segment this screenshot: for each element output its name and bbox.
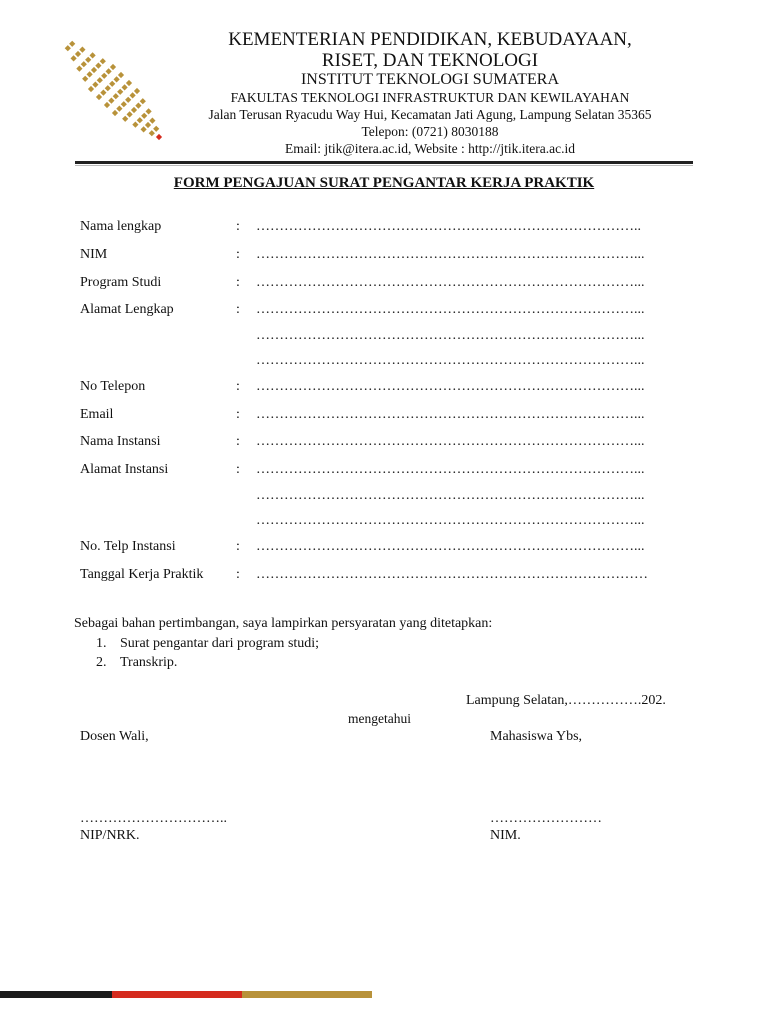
faculty-name: FAKULTAS TEKNOLOGI INFRASTRUKTUR DAN KEWILAYAHAN xyxy=(230,90,630,105)
institute-phone: Telepon: (0721) 8030188 xyxy=(361,124,499,139)
footer-bar-dark xyxy=(0,991,112,998)
field-colon: : xyxy=(236,275,240,290)
field-label: Nama lengkap xyxy=(80,219,162,234)
institute-name: INSTITUT TEKNOLOGI SUMATERA xyxy=(300,71,560,88)
field-colon: : xyxy=(236,302,240,317)
field-blank-line[interactable]: ……………………………………………………………………….. xyxy=(256,219,641,234)
field-colon: : xyxy=(236,247,240,262)
institute-contact: Email: jtik@itera.ac.id, Website : http://jtik.itera.ac.id xyxy=(284,141,576,156)
field-colon: : xyxy=(236,434,240,449)
institute-address: Jalan Terusan Ryacudu Way Hui, Kecamatan Jati Agung, Lampung Selatan 35365 xyxy=(208,107,652,122)
requirement-item: Transkrip. xyxy=(120,655,178,670)
field-label: Tanggal Kerja Praktik xyxy=(80,567,204,582)
requirement-number: 1. xyxy=(96,636,107,651)
field-label: Email xyxy=(80,407,114,422)
field-blank-line[interactable]: ………………………………………………………………………… xyxy=(256,567,648,582)
field-label: Alamat Instansi xyxy=(80,462,169,477)
form-title: FORM PENGAJUAN SURAT PENGANTAR KERJA PRAKTIK xyxy=(173,175,595,191)
footer-bar-gold xyxy=(242,991,372,998)
student-id-label: NIM. xyxy=(490,828,521,843)
field-blank-line[interactable]: ………………………………………………………………………... xyxy=(256,407,645,422)
requirements-intro: Sebagai bahan pertimbangan, saya lampirkan persyaratan yang ditetapkan: xyxy=(74,616,493,631)
footer-bar-red xyxy=(112,991,242,998)
ministry-name-line2: RISET, DAN TEKNOLOGI xyxy=(321,50,539,71)
header-divider-shadow xyxy=(75,165,693,166)
field-blank-line[interactable]: ………………………………………………………………………... xyxy=(256,462,645,477)
field-blank-line[interactable]: ………………………………………………………………………... xyxy=(256,275,645,290)
acknowledged-label: mengetahui xyxy=(348,711,411,726)
field-blank-line[interactable]: ………………………………………………………………………... xyxy=(256,247,645,262)
field-label: No. Telp Instansi xyxy=(80,539,176,554)
field-colon: : xyxy=(236,567,240,582)
advisor-signature-line[interactable]: ………………………….. xyxy=(80,811,227,826)
field-blank-line[interactable]: ………………………………………………………………………... xyxy=(256,379,645,394)
field-colon: : xyxy=(236,407,240,422)
ministry-name-line1: KEMENTERIAN PENDIDIKAN, KEBUDAYAAN, xyxy=(228,29,632,50)
field-blank-line[interactable]: ………………………………………………………………………... xyxy=(256,353,645,368)
student-title: Mahasiswa Ybs, xyxy=(490,729,583,744)
field-label: Program Studi xyxy=(80,275,162,290)
field-blank-line[interactable]: ………………………………………………………………………... xyxy=(256,539,645,554)
field-colon: : xyxy=(236,462,240,477)
field-label: Alamat Lengkap xyxy=(80,302,174,317)
field-label: NIM xyxy=(80,247,108,262)
field-colon: : xyxy=(236,219,240,234)
field-blank-line[interactable]: ………………………………………………………………………... xyxy=(256,513,645,528)
advisor-title: Dosen Wali, xyxy=(80,729,149,744)
header-divider xyxy=(75,161,693,164)
field-blank-line[interactable]: ………………………………………………………………………... xyxy=(256,328,645,343)
field-colon: : xyxy=(236,539,240,554)
place-date: Lampung Selatan,…………….202. xyxy=(466,693,666,708)
requirement-item: Surat pengantar dari program studi; xyxy=(120,636,320,651)
student-signature-line[interactable]: …………………… xyxy=(490,811,602,826)
field-label: Nama Instansi xyxy=(80,434,161,449)
field-colon: : xyxy=(236,379,240,394)
advisor-id-label: NIP/NRK. xyxy=(80,828,140,843)
field-blank-line[interactable]: ………………………………………………………………………... xyxy=(256,488,645,503)
field-blank-line[interactable]: ………………………………………………………………………... xyxy=(256,302,645,317)
requirement-number: 2. xyxy=(96,655,107,670)
field-blank-line[interactable]: ………………………………………………………………………... xyxy=(256,434,645,449)
field-label: No Telepon xyxy=(80,379,146,394)
